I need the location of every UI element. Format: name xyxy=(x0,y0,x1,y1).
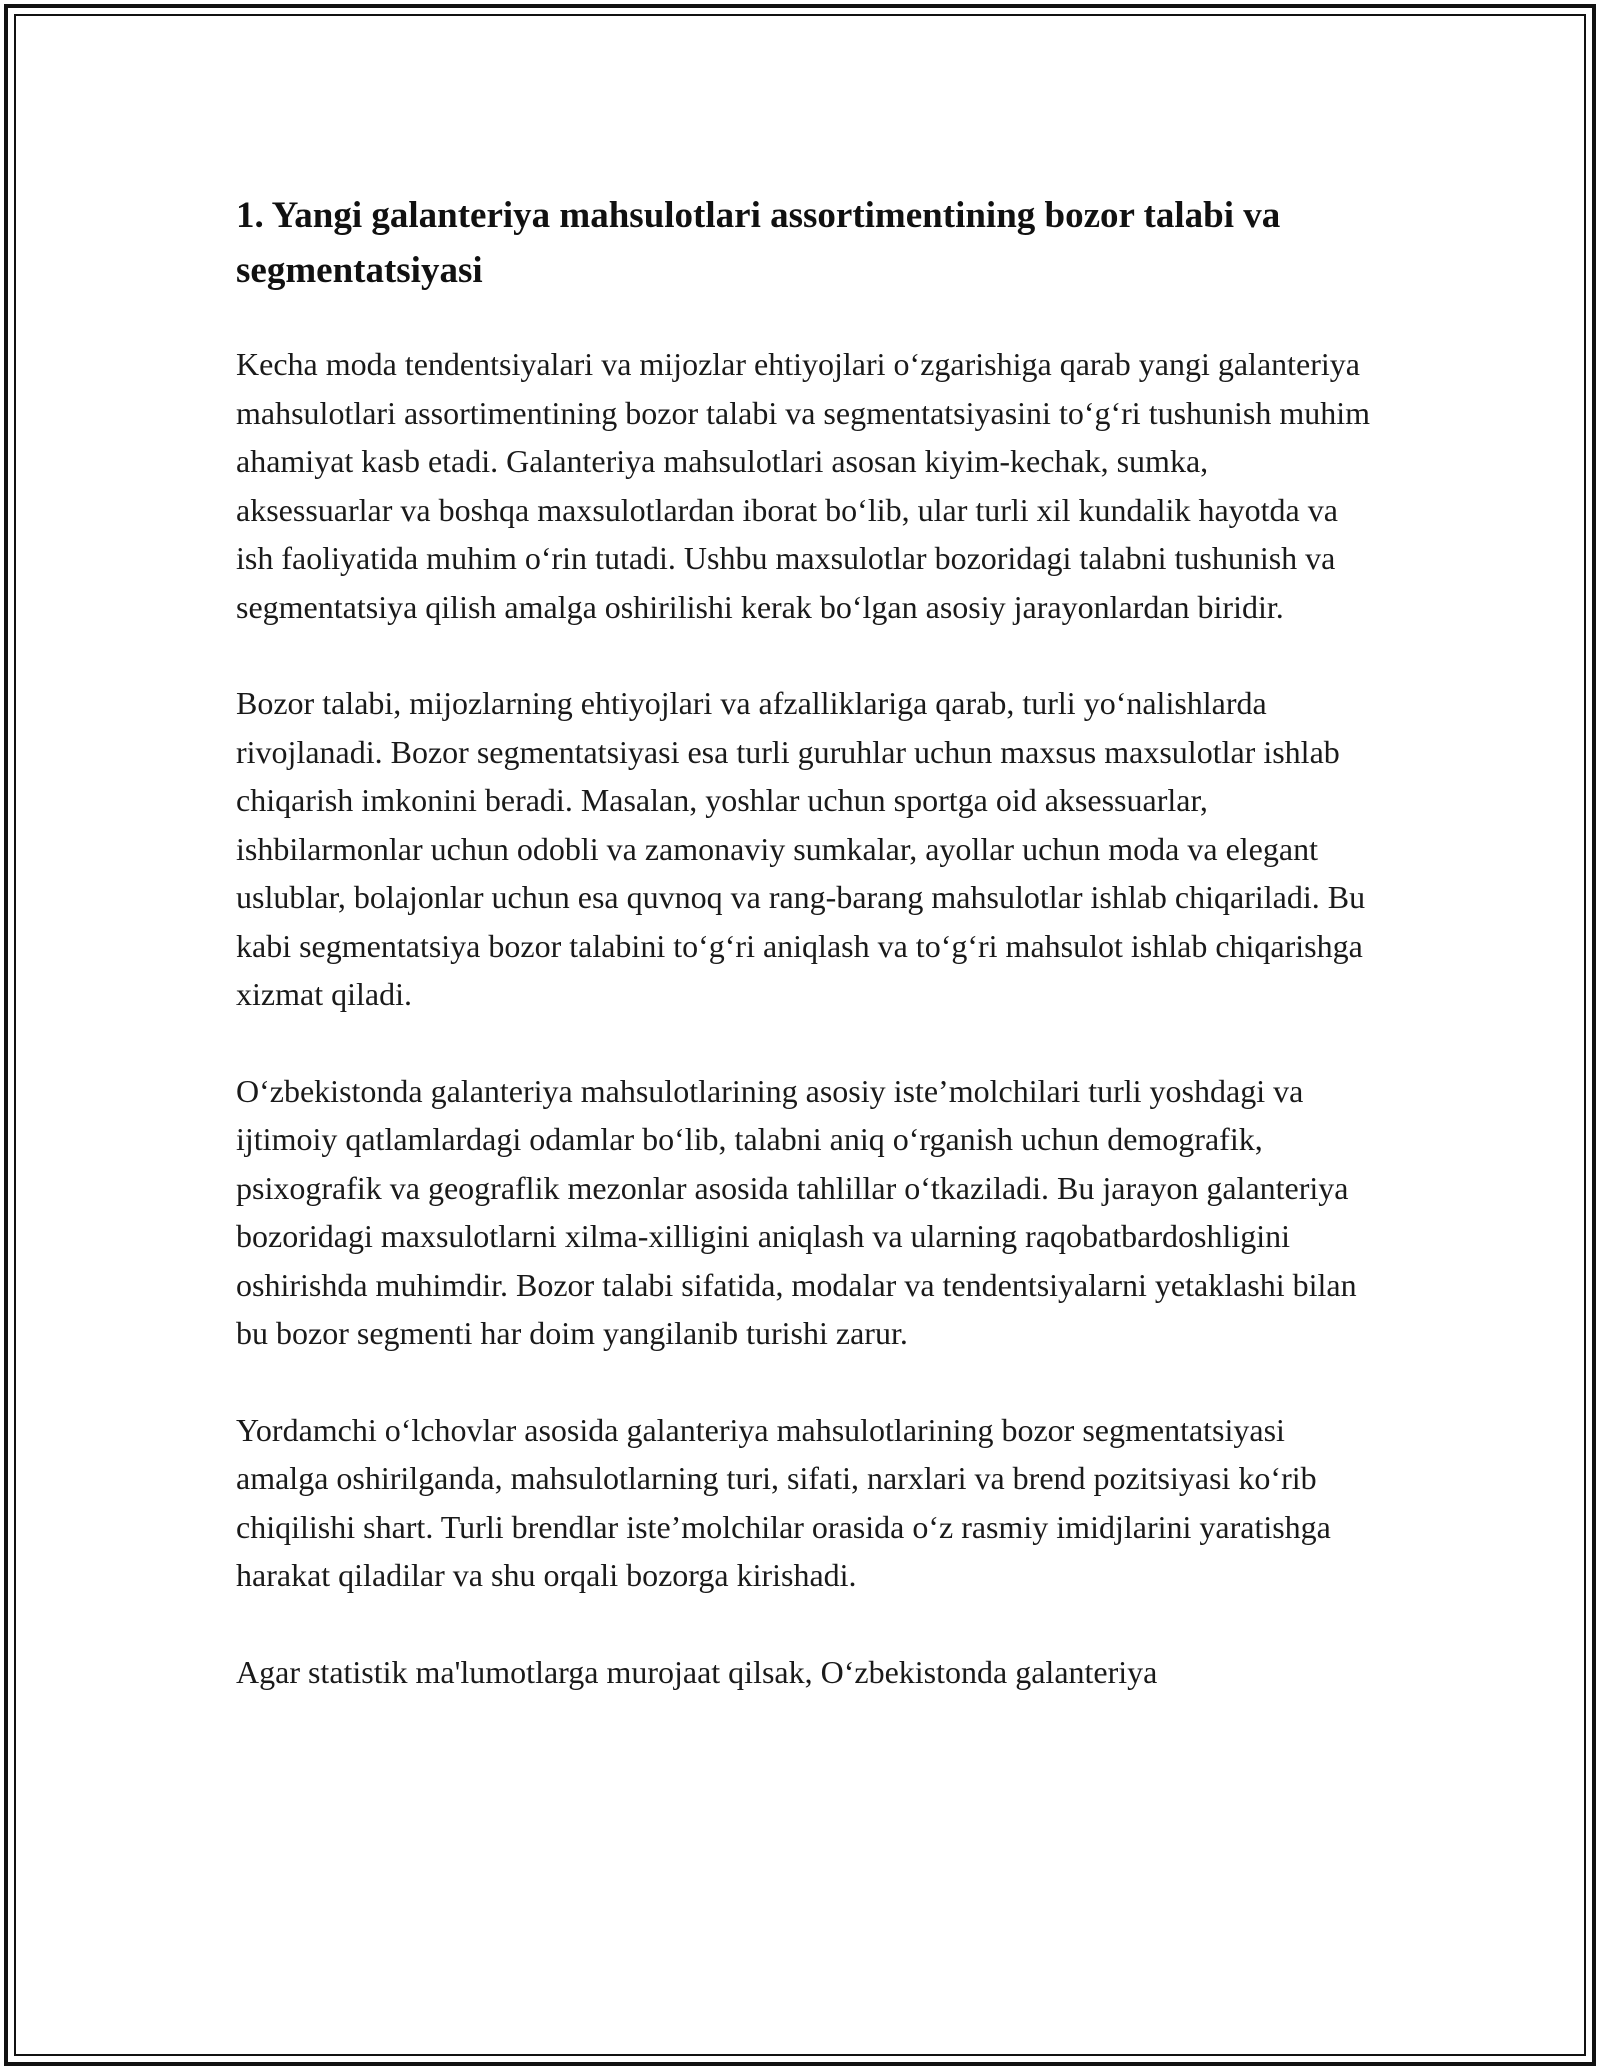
document-body xyxy=(236,188,1371,1744)
paragraph-1: Kecha moda tendentsiyalari va mijozlar ehtiyojlari o‘zgarishiga qarab yangi galanteriya mahsulotlari assortimentining bozor talabi va segmentatsiyasini to‘g‘ri tushunish muhim ahamiyat kasb etadi. Galanteriya mahsulotlari asosan kiyim-kechak, sumka, aksessuarlar va boshqa maxsulotlardan iborat bo‘lib, ular turli xil kundalik hayotda va ish faoliyatida muhim o‘rin tutadi. Ushbu maxsulotlar bozoridagi talabni tushunish va segmentatsiya qilish amalga oshirilishi kerak bo‘lgan asosiy jarayonlardan biridir. xyxy=(236,346,1371,625)
paragraph-4: Yordamchi o‘lchovlar asosida galanteriya mahsulotlarining bozor segmentatsiyasi amalga oshirilganda, mahsulotlarning turi, sifati, narxlari va brend pozitsiyasi ko‘rib chiqilishi shart. Turli brendlar iste’molchilar orasida o‘z rasmiy imidjlarini yaratishga harakat qiladilar va shu orqali bozorga kirishadi. xyxy=(236,1411,1331,1593)
paragraph-2: Bozor talabi, mijozlarning ehtiyojlari va afzalliklariga qarab, turli yo‘nalishlarda rivojlanadi. Bozor segmentatsiyasi esa turli guruhlar uchun maxsus maxsulotlar ishlab chiqarish imkonini beradi. Masalan, yoshlar uchun sportga oid aksessuarlar, ishbilarmonlar uchun odobli va zamonaviy sumkalar, ayollar uchun moda va elegant uslublar, bolajonlar uchun esa quvnoq va rang-barang mahsulotlar ishlab chiqariladi. Bu kabi segmentatsiya bozor talabini to‘g‘ri aniqlash va to‘g‘ri mahsulot ishlab chiqarishga xizmat qiladi. xyxy=(236,685,1366,1012)
paragraph-3: O‘zbekistonda galanteriya mahsulotlarining asosiy iste’molchilari turli yoshdagi va ijtimoiy qatlamlardagi odamlar bo‘lib, talabni aniq o‘rganish uchun demografik, psixografik va geograflik mezonlar asosida tahlillar o‘tkaziladi. Bu jarayon galanteriya bozoridagi maxsulotlarni xilma-xilligini aniqlash va ularning raqobatbardoshligini oshirishda muhimdir. Bozor talabi sifatida, modalar va tendentsiyalarni yetaklashi bilan bu bozor segmenti har doim yangilanib turishi zarur. xyxy=(236,1072,1357,1351)
section-heading: 1. Yangi galanteriya mahsulotlari assortimentining bozor talabi va segmentatsiyasi xyxy=(236,195,1281,291)
paragraph-5: Agar statistik ma'lumotlarga murojaat qilsak, O‘zbekistonda galanteriya xyxy=(236,1653,1158,1690)
